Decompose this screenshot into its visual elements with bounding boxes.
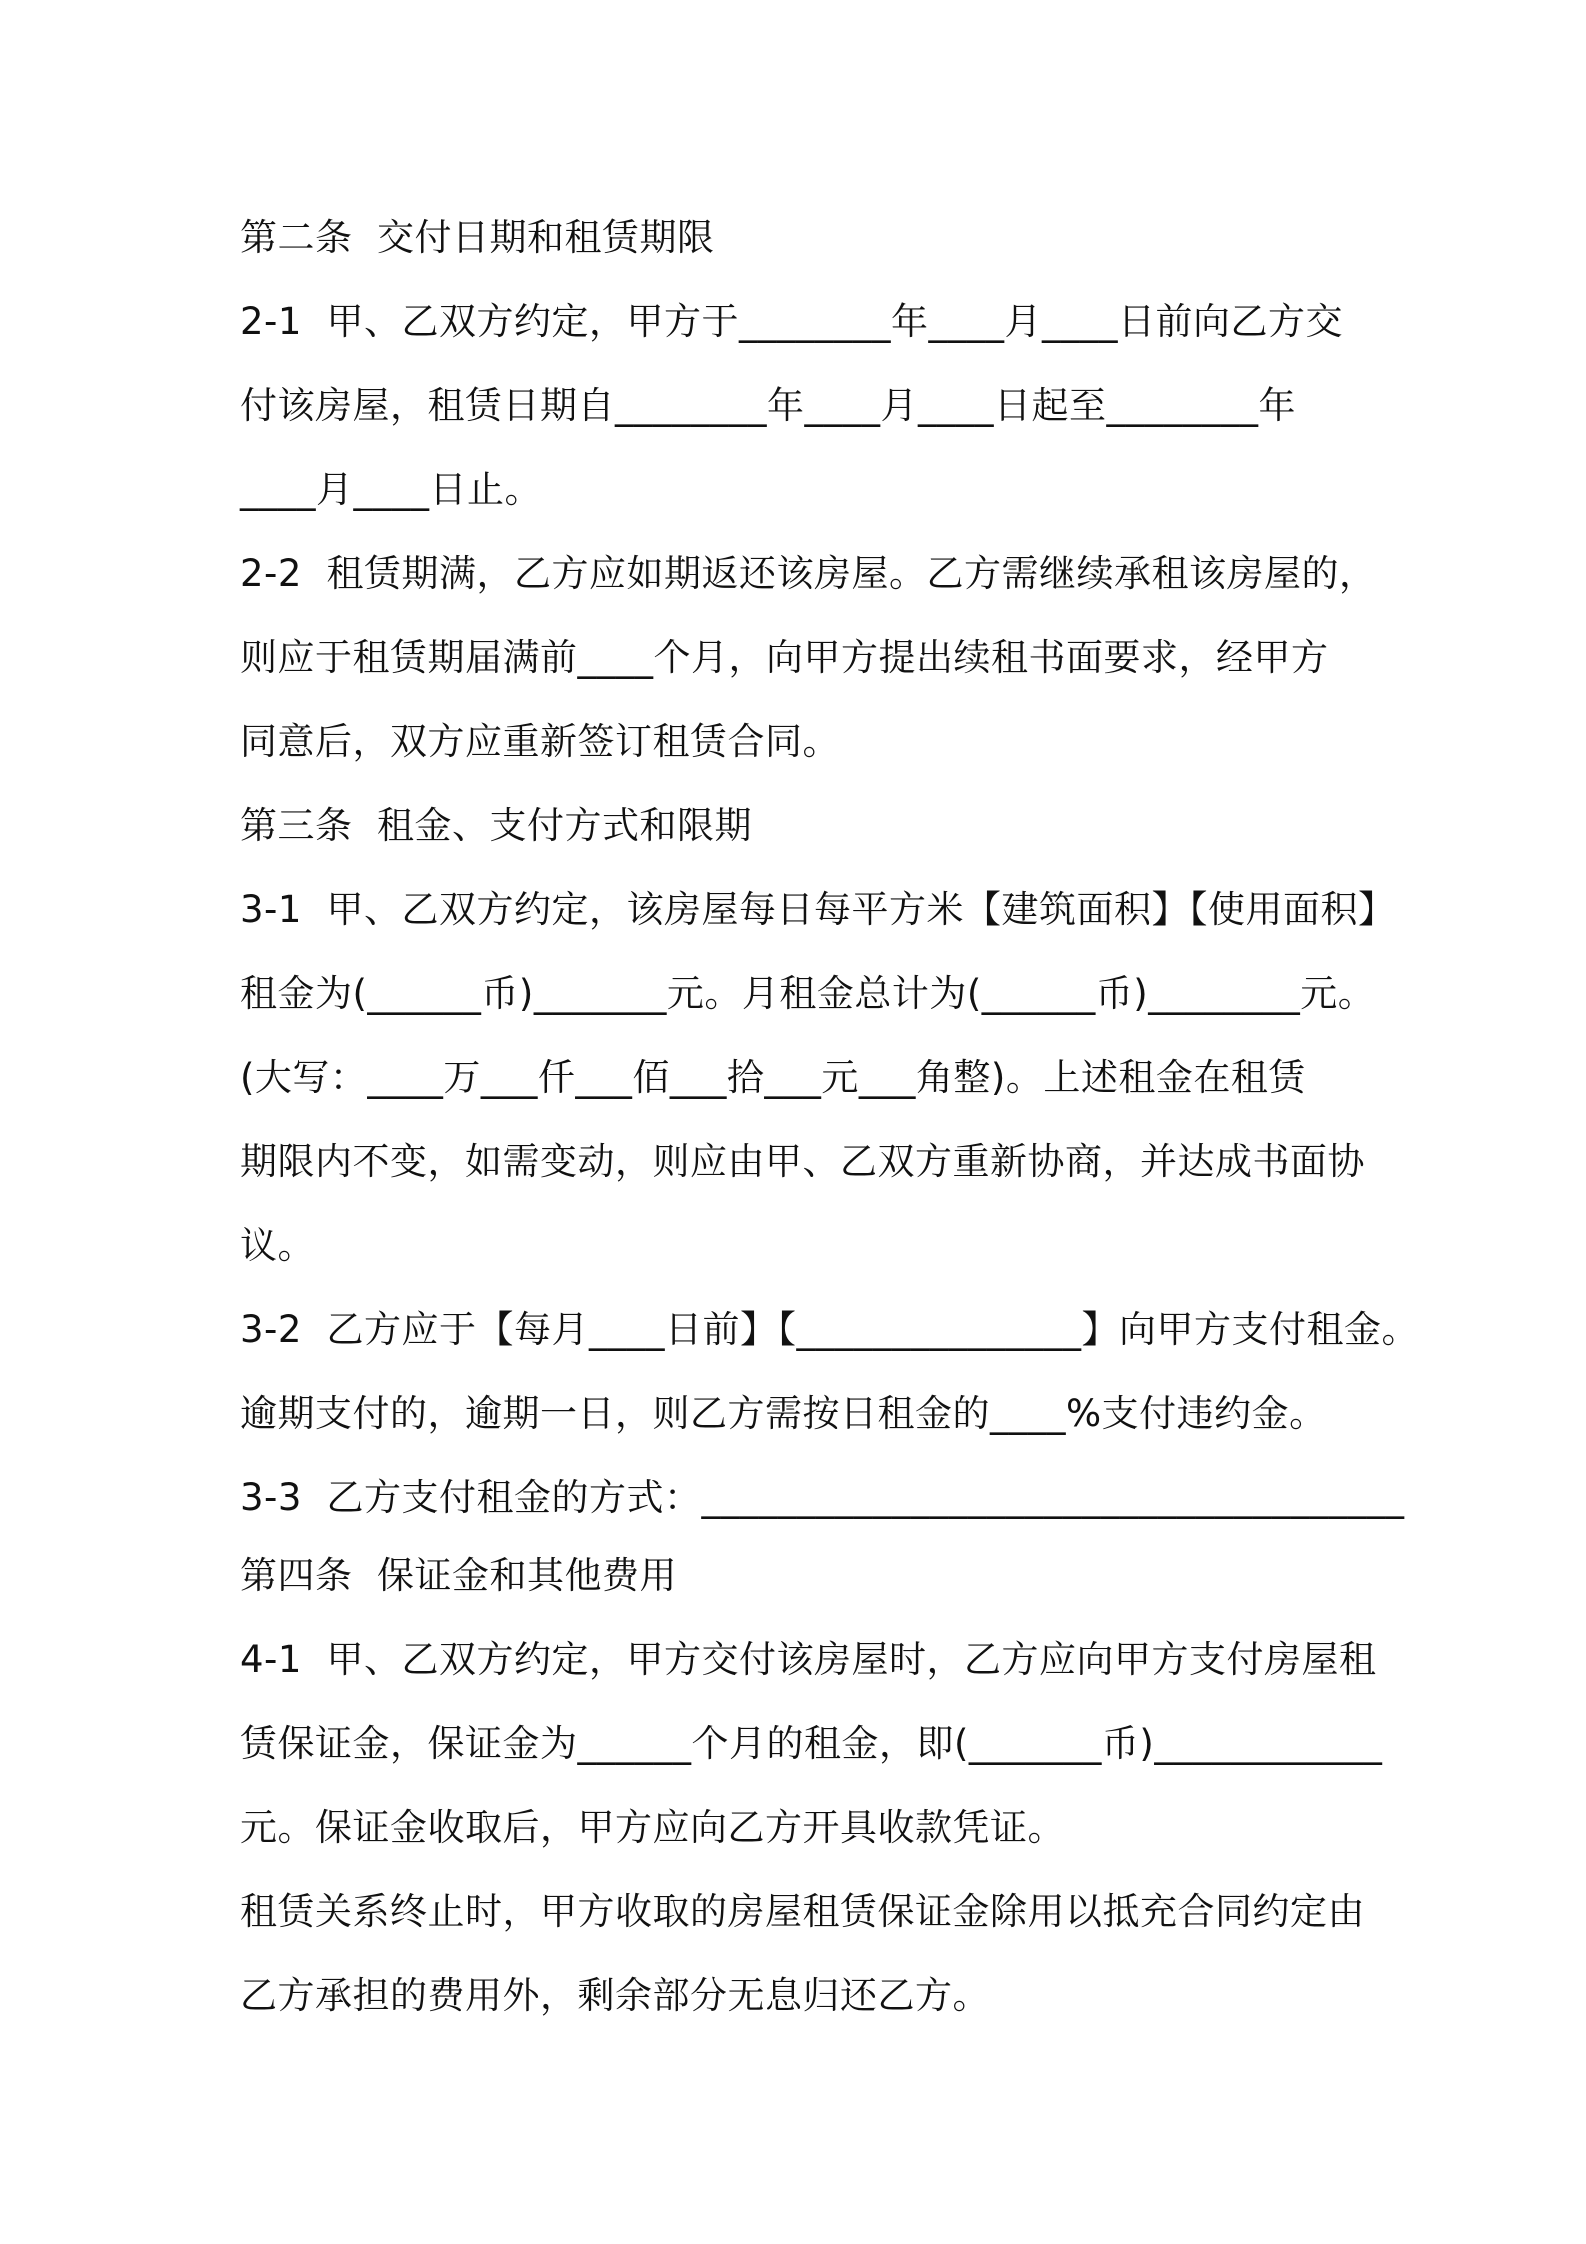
clause-3-1-line-5: 议。 (240, 1224, 315, 1267)
deposit-return-line-1: 租赁关系终止时，甲方收取的房屋租赁保证金除用以抵充合同约定由 (240, 1890, 1365, 1933)
heading-article-2: 第二条 交付日期和租赁期限 (240, 216, 715, 259)
clause-4-1-line-3: 元。保证金收取后，甲方应向乙方开具收款凭证。 (240, 1806, 1065, 1849)
clause-2-2-line-1: 2-2 租赁期满，乙方应如期返还该房屋。乙方需继续承租该房屋的， (240, 552, 1377, 595)
clause-2-1-line-3: ____月____日止。 (240, 468, 542, 511)
clause-2-1-line-2: 付该房屋，租赁日期自________年____月____日起至________年 (240, 384, 1296, 427)
heading-article-3: 第三条 租金、支付方式和限期 (240, 804, 753, 847)
clause-4-1-line-2: 赁保证金，保证金为______个月的租金，即(_______币)____________ (240, 1722, 1383, 1765)
deposit-return-line-2: 乙方承担的费用外，剩余部分无息归还乙方。 (240, 1974, 990, 2017)
clause-3-1-line-3: (大写：____万___仟___佰___拾___元___角整)。上述租金在租赁 (240, 1056, 1306, 1099)
heading-article-4: 第四条 保证金和其他费用 (240, 1554, 678, 1597)
clause-3-3: 3-3 乙方支付租金的方式：_____________________________________ (240, 1476, 1405, 1519)
clause-2-2-line-3: 同意后，双方应重新签订租赁合同。 (240, 720, 840, 763)
clause-3-1-line-1: 3-1 甲、乙双方约定，该房屋每日每平方米【建筑面积】【使用面积】 (240, 888, 1396, 931)
clause-2-1-line-1: 2-1 甲、乙双方约定，甲方于________年____月____日前向乙方交 (240, 300, 1343, 343)
clause-3-1-line-2: 租金为(______币)_______元。月租金总计为(______币)________元。 (240, 972, 1376, 1015)
clause-3-2-line-2: 逾期支付的，逾期一日，则乙方需按日租金的____%支付违约金。 (240, 1392, 1327, 1435)
clause-3-1-line-4: 期限内不变，如需变动，则应由甲、乙双方重新协商，并达成书面协 (240, 1140, 1365, 1183)
contract-body (240, 196, 1419, 2038)
clause-3-2-line-1: 3-2 乙方应于【每月____日前】【_______________】向甲方支付租金。 (240, 1308, 1419, 1351)
clause-2-2-line-2: 则应于租赁期届满前____个月，向甲方提出续租书面要求，经甲方 (240, 636, 1329, 679)
clause-4-1-line-1: 4-1 甲、乙双方约定，甲方交付该房屋时，乙方应向甲方支付房屋租 (240, 1638, 1377, 1681)
